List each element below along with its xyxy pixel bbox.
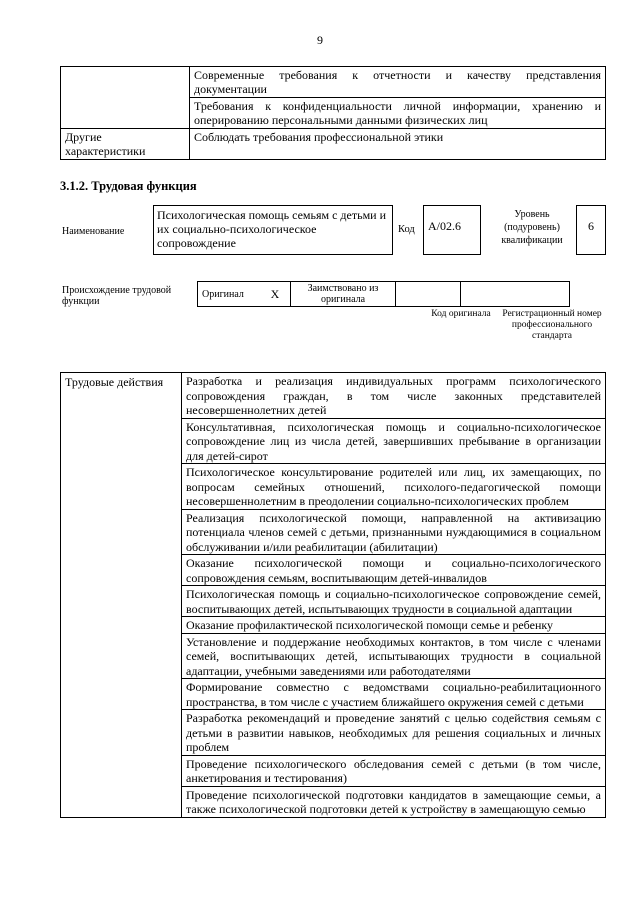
- row-label: Другие характеристики: [61, 129, 190, 160]
- table-row: [61, 129, 606, 160]
- original-label: Оригинал: [198, 282, 261, 307]
- list-item: Оказание психологической помощи и социально-психологического сопровождения семьям, воспитывающим детей-инвалидов: [182, 555, 606, 586]
- function-code-box: А/02.6: [423, 205, 481, 255]
- page-number: 9: [317, 33, 323, 47]
- labour-actions-label: Трудовые действия: [61, 373, 182, 818]
- row-label: [61, 67, 190, 129]
- list-item: Установление и поддержание необходимых контактов, в том числе с членами семей, воспитывающих детей, испытывающих трудности в социальной адаптации, учебными заведениями или работодателями: [182, 633, 606, 679]
- level-label: Уровень (подуровень) квалификации: [501, 209, 563, 246]
- borrowed-label: Заимствовано из оригинала: [291, 282, 396, 307]
- origin-table: [197, 281, 570, 307]
- function-name-box: Психологическая помощь семьям с детьми и их социально-психологическое сопровождение: [153, 205, 393, 255]
- name-label: Наименование: [62, 226, 125, 237]
- table-row: [61, 373, 606, 419]
- code-label: Код: [398, 224, 415, 235]
- registration-caption: Регистрационный номер профессионального стандарта: [502, 309, 602, 341]
- qualification-level-box: 6: [576, 205, 606, 255]
- original-mark: Х: [260, 282, 291, 307]
- list-item: Оказание профилактической психологической помощи семье и ребенку: [182, 617, 606, 634]
- row-text: Современные требования к отчетности и качеству представления документации: [190, 67, 606, 98]
- table-row: [61, 67, 606, 98]
- row-text: Требования к конфиденциальности личной информации, хранению и оперированию персональными данными физических лиц: [190, 98, 606, 129]
- list-item: Реализация психологической помощи, направленной на активизацию потенциала членов семей с детьми, признанными нуждающимися в социальном обслуживании и/или реабилитации (абилитации): [182, 509, 606, 555]
- labour-actions-table: [60, 372, 606, 818]
- list-item: Психологическое консультирование родителей или лиц, их замещающих, по вопросам семейных отношений, психолого-педагогической помощи несовершеннолетним в преодолении социально-психологических проблем: [182, 464, 606, 510]
- list-item: Психологическая помощь и социально-психологическое сопровождение семей, воспитывающих детей, испытывающих трудности в социальной адаптации: [182, 586, 606, 617]
- list-item: Разработка и реализация индивидуальных программ психологического сопровождения граждан, в том числе законных представителей несовершеннолетних детей: [182, 373, 606, 419]
- list-item: Формирование совместно с ведомствами социально-реабилитационного пространства, в том числе с участием ближайшего окружения семей с детьми: [182, 679, 606, 710]
- requirements-table: [60, 66, 606, 160]
- list-item: Разработка рекомендаций и проведение занятий с целью содействия семьям с детьми в развитии навыков, необходимых для решения социальных и личных проблем: [182, 710, 606, 756]
- list-item: Консультативная, психологическая помощь и социально-психологическое сопровождение лиц из числа детей, завершивших пребывание в организации для детей-сирот: [182, 418, 606, 464]
- registration-number-cell: [461, 282, 570, 307]
- section-title: 3.1.2. Трудовая функция: [60, 179, 197, 193]
- origin-label: Происхождение трудовой функции: [62, 285, 172, 307]
- original-code-cell: [396, 282, 461, 307]
- list-item: Проведение психологического обследования семей с детьми (в том числе, анкетирования и тестирования): [182, 755, 606, 786]
- row-text: Соблюдать требования профессиональной этики: [190, 129, 606, 160]
- list-item: Проведение психологической подготовки кандидатов в замещающие семьи, а также психологической подготовки детей к устройству в замещающую семью: [182, 786, 606, 817]
- code-caption: Код оригинала: [431, 309, 491, 319]
